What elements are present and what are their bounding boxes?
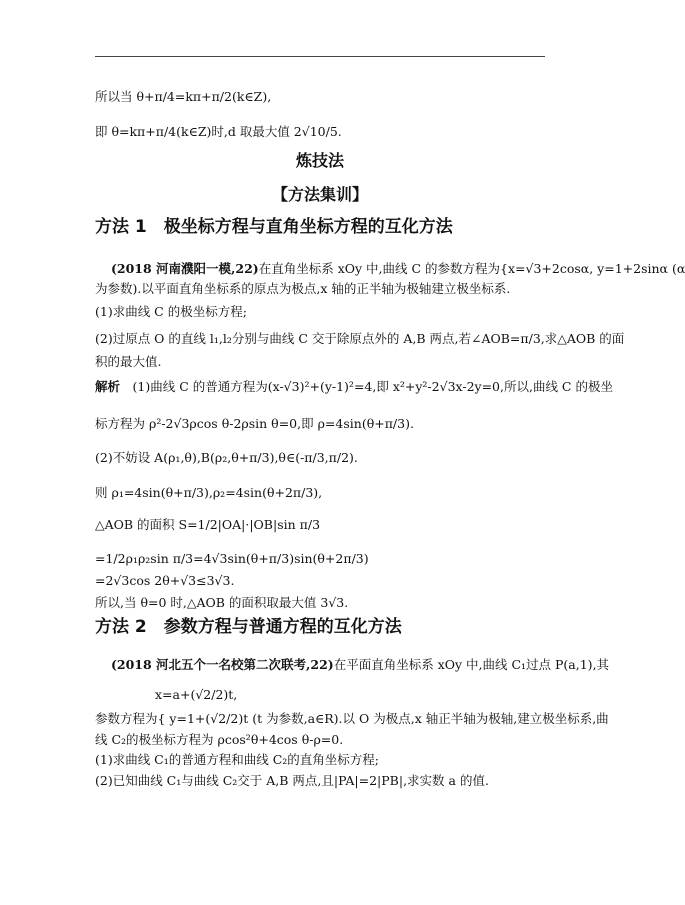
section-title: 炼技法: [295, 151, 344, 170]
solution-label: 解析: [95, 379, 121, 394]
text-line: 标方程为 ρ²-2√3ρcos θ-2ρsin θ=0,即 ρ=4sin(θ+π/3).: [95, 416, 414, 431]
header-rule: [95, 56, 545, 57]
text-line: 积的最大值.: [95, 354, 162, 369]
solution-line: [95, 378, 613, 396]
problem-body: 在直角坐标系 xOy 中,曲线 C 的参数方程为{x=√3+2cosα, y=1+2sinα (α: [258, 261, 685, 276]
text-line: x=a+(√2/2)t,: [155, 687, 238, 702]
text-line: =2√3cos 2θ+√3≤3√3.: [95, 573, 235, 588]
problem-text: [95, 656, 610, 674]
text-line: (2)已知曲线 C₁与曲线 C₂交于 A,B 两点,且|PA|=2|PB|,求实数 a 的值.: [95, 773, 489, 788]
problem-body: 在平面直角坐标系 xOy 中,曲线 C₁过点 P(a,1),其: [333, 657, 610, 672]
text-line: 即 θ=kπ+π/4(k∈Z)时,d 取最大值 2√10/5.: [95, 124, 342, 139]
text-line: (1)求曲线 C 的极坐标方程;: [95, 304, 247, 319]
method-heading: 方法 1 极坐标方程与直角坐标方程的互化方法: [95, 217, 453, 237]
text-line: 参数方程为{ y=1+(√2/2)t (t 为参数,a∈R).以 O 为极点,x 轴正半轴为极轴,建立极坐标系,曲: [95, 711, 609, 726]
text-line: 则 ρ₁=4sin(θ+π/3),ρ₂=4sin(θ+2π/3),: [95, 485, 323, 500]
text-line: 线 C₂的极坐标方程为 ρcos²θ+4cos θ-ρ=0.: [95, 732, 344, 747]
problem-source: (2018 河北五个一名校第二次联考,22): [111, 657, 334, 672]
solution-text: (1)曲线 C 的普通方程为(x-√3)²+(y-1)²=4,即 x²+y²-2√3x-2y=0,所以,曲线 C 的极坐: [120, 379, 613, 394]
text-line: 所以当 θ+π/4=kπ+π/2(k∈Z),: [95, 89, 272, 104]
problem-text: [95, 260, 685, 278]
section-subtitle: 【方法集训】: [271, 185, 368, 204]
text-line: 为参数).以平面直角坐标系的原点为极点,x 轴的正半轴为极轴建立极坐标系.: [95, 281, 511, 296]
problem-source: (2018 河南濮阳一模,22): [111, 261, 259, 276]
text-line: (2)过原点 O 的直线 l₁,l₂分别与曲线 C 交于除原点外的 A,B 两点,若∠AOB=π/3,求△AOB 的面: [95, 331, 625, 346]
text-line: (2)不妨设 A(ρ₁,θ),B(ρ₂,θ+π/3),θ∈(-π/3,π/2).: [95, 450, 358, 465]
text-line: =1/2ρ₁ρ₂sin π/3=4√3sin(θ+π/3)sin(θ+2π/3): [95, 551, 369, 566]
text-line: △AOB 的面积 S=1/2|OA|·|OB|sin π/3: [95, 517, 321, 532]
text-line: 所以,当 θ=0 时,△AOB 的面积取最大值 3√3.: [95, 595, 349, 610]
method-heading: 方法 2 参数方程与普通方程的互化方法: [95, 617, 402, 637]
text-line: (1)求曲线 C₁的普通方程和曲线 C₂的直角坐标方程;: [95, 752, 380, 767]
